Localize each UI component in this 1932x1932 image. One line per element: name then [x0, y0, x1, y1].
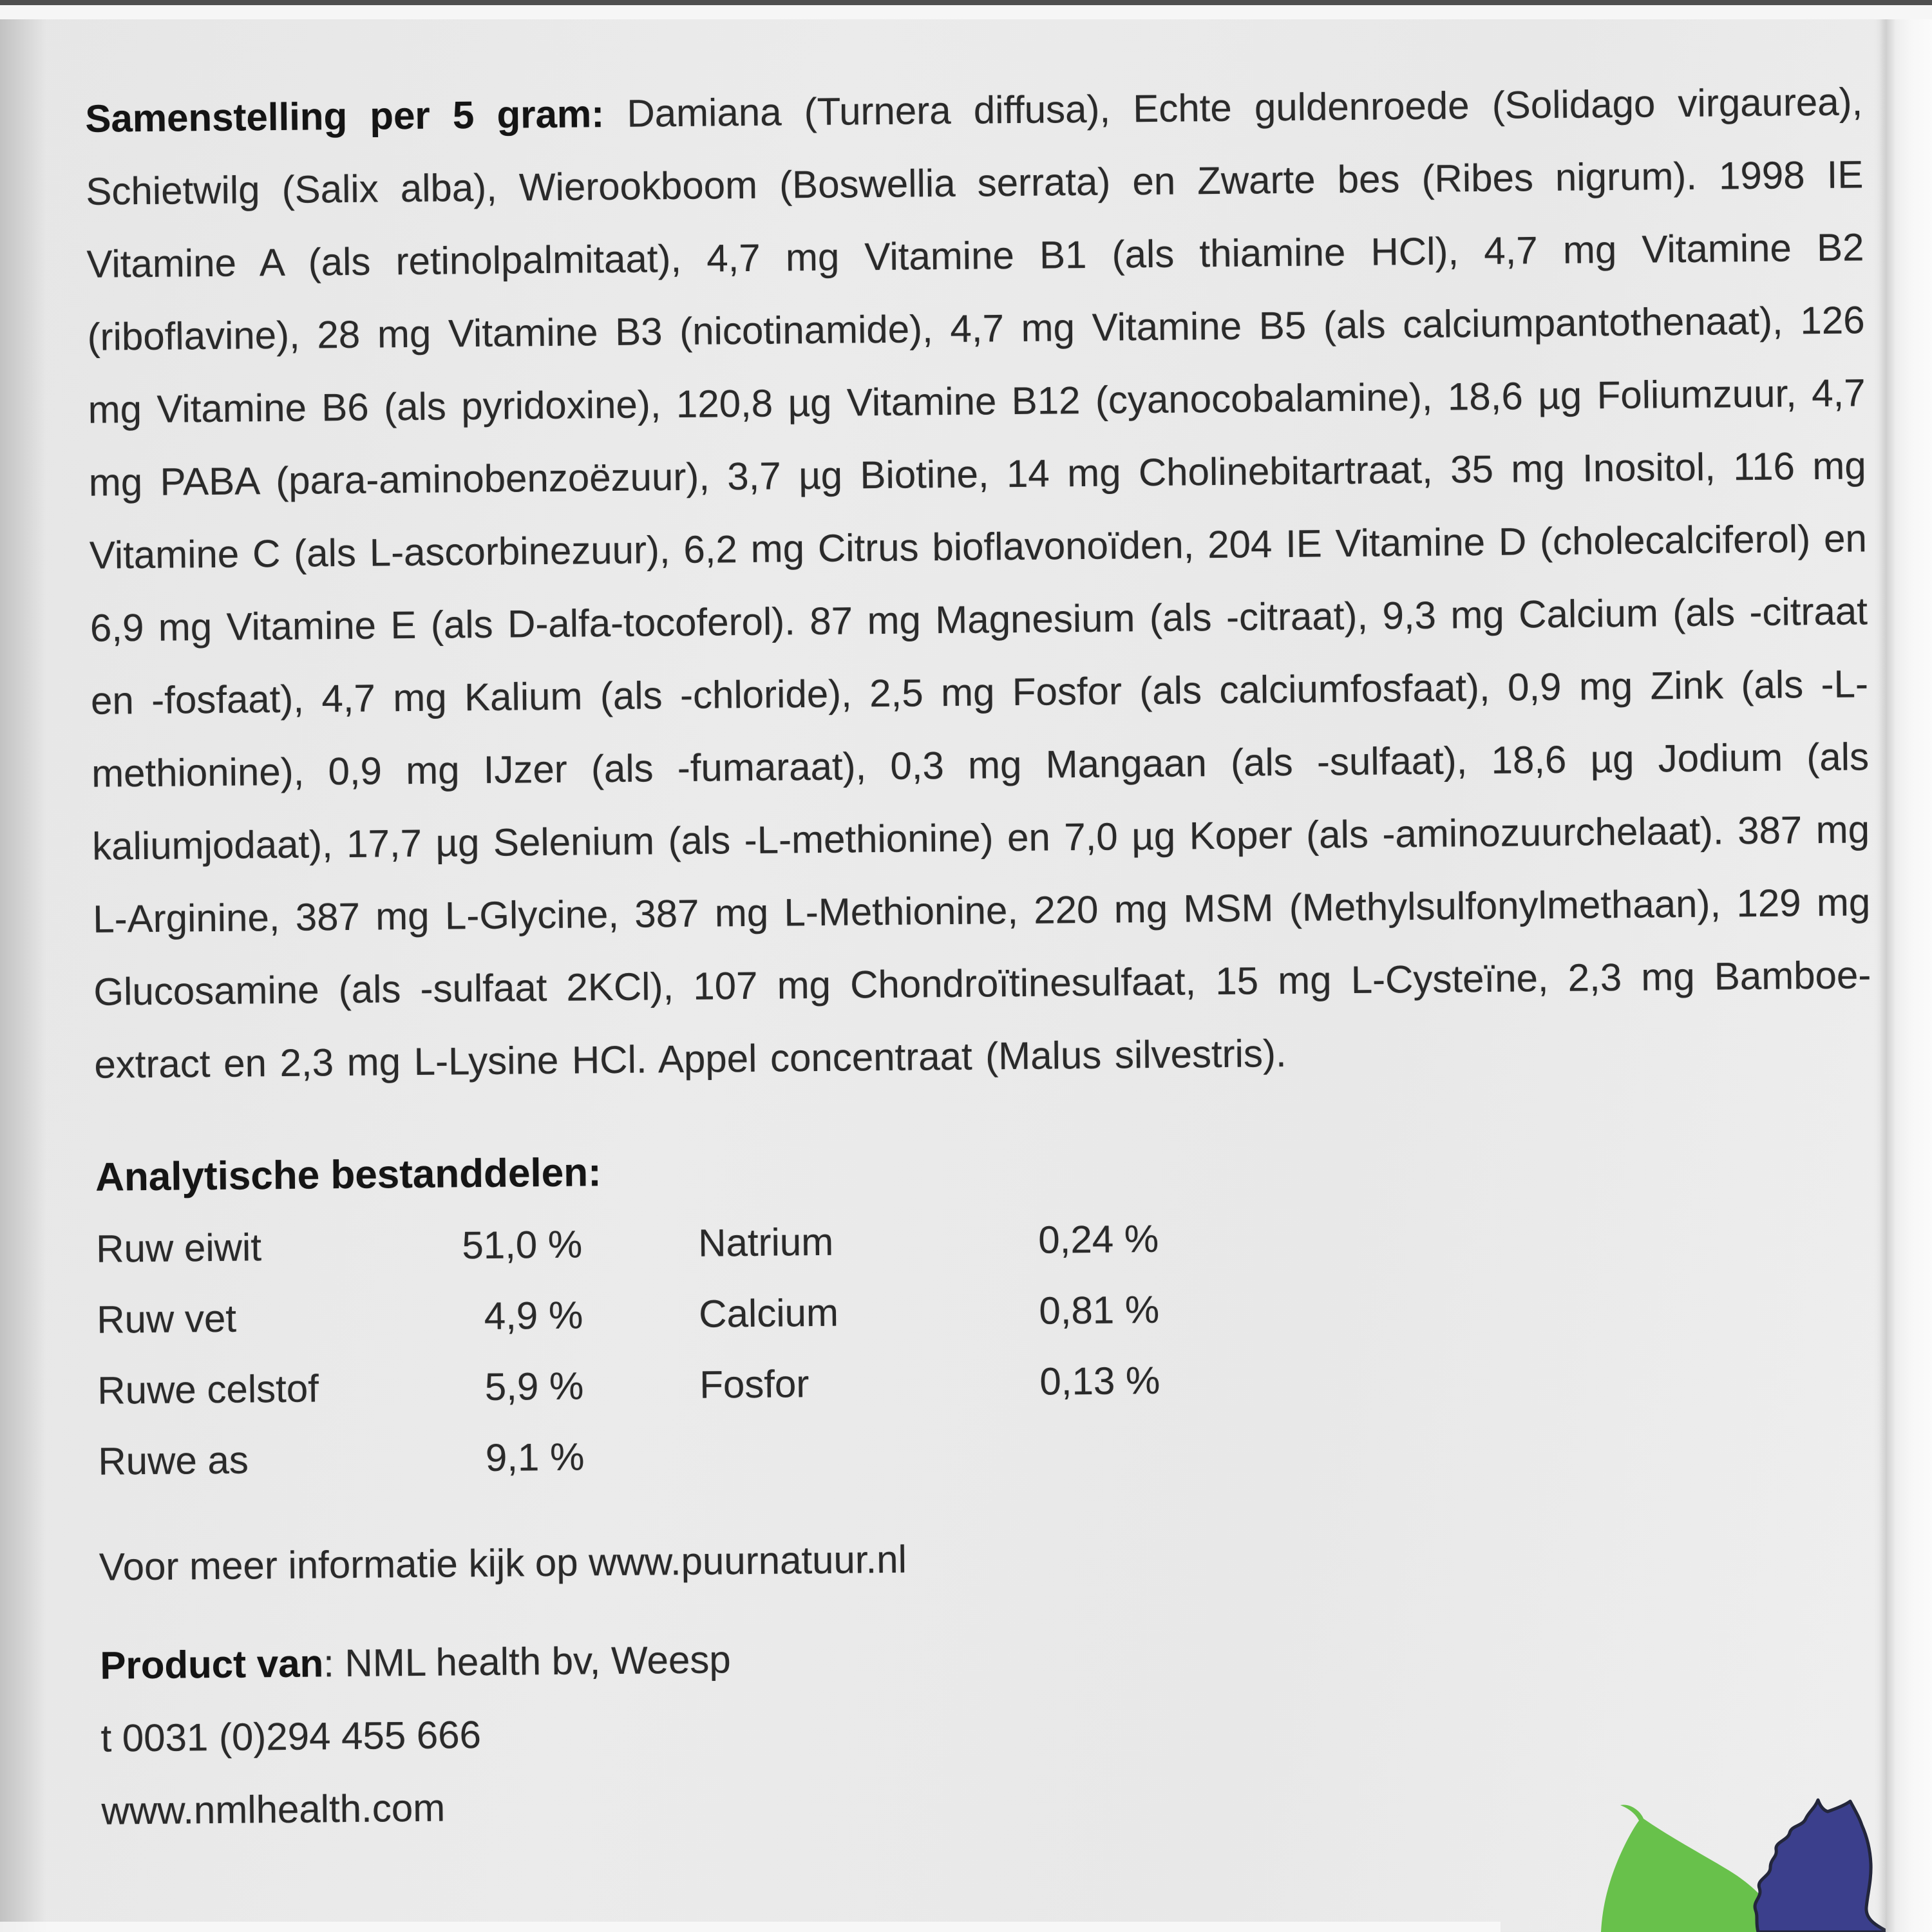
cat-logo-icon	[1755, 1800, 1889, 1932]
row-value: 9,1 %	[485, 1435, 585, 1479]
website-line: www.nmlhealth.com	[101, 1786, 446, 1833]
row-value: 5,9 %	[484, 1364, 584, 1408]
column-gap	[583, 1279, 699, 1351]
row-value: 4,9 %	[484, 1293, 583, 1338]
column-gap	[582, 1208, 699, 1280]
row-label: Calcium	[698, 1291, 839, 1336]
row-value: 0,81 %	[1039, 1287, 1160, 1332]
row-label: Fosfor	[699, 1362, 810, 1406]
analytical-heading: Analytische bestanddelen:	[95, 1150, 601, 1200]
row-value: 51,0 %	[462, 1222, 583, 1267]
row-label: Ruw eiwit	[95, 1226, 262, 1271]
phone-line: t 0031 (0)294 455 666	[100, 1713, 482, 1760]
column-gap	[584, 1421, 701, 1493]
brand-logo	[1546, 1790, 1932, 1932]
row-value: 0,24 %	[1038, 1217, 1159, 1262]
label-right-edge	[1886, 0, 1932, 1932]
photo-top-edge	[0, 0, 1932, 5]
label-bottom-edge	[0, 1922, 1501, 1932]
row-value	[977, 1416, 1161, 1489]
row-value: 0,13 %	[1039, 1358, 1160, 1403]
more-info-line: Voor meer informatie kijk op www.puurnatuur.nl	[99, 1537, 907, 1589]
row-label: Natrium	[697, 1220, 834, 1265]
composition-heading: Samenstelling per 5 gram:	[85, 92, 605, 140]
row-label: Ruwe celstof	[97, 1367, 319, 1412]
analytical-table	[96, 1197, 1876, 1497]
row-label: Ruwe as	[98, 1438, 249, 1483]
row-label	[700, 1418, 978, 1492]
producer-label: Product van	[100, 1642, 324, 1687]
composition-paragraph	[85, 65, 1872, 1101]
column-gap	[583, 1350, 700, 1422]
composition-text: Damiana (Turnera diffusa), Echte guldenroede (Solidago virgaurea), Schietwilg (Salix alba), Wierookboom (Boswellia serrata) en Zwarte bes (Ribes nigrum). 1998 IE Vitamine A (als retinolpalmitaat), 4,7 mg Vitamine B1 (als thiamine HCl), 4,7 mg Vitamine B2 (riboflavine), 28 mg Vitamine B3 (nicotinamide), 4,7 mg Vitamine B5 (als calciumpantothenaat), 126 mg Vitamine B6 (als pyridoxine), 120,8 µg Vitamine B12 (cyanocobalamine), 18,6 µg Foliumzuur, 4,7 mg PABA (para-aminobenzoëzuur), 3,7 µg Biotine, 14 mg Cholinebitartraat, 35 mg Inositol, 116 mg Vitamine C (als L-ascorbinezuur), 6,2 mg Citrus bioflavonoïden, 204 IE Vitamine D (cholecalciferol) en 6,9 mg Vitamine E (als D-alfa-tocoferol). 87 mg Magnesium (als -citraat), 9,3 mg Calcium (als -citraat en -fosfaat), 4,7 mg Kalium (als -chloride), 2,5 mg Fosfor (als calciumfosfaat), 0,9 mg Zink (als -L-methionine), 0,9 mg IJzer (als -fumaraat), 0,3 mg Mangaan (als -sulfaat), 18,6 µg Jodium (als kaliumjodaat), 17,7 µg Selenium (als -L-methionine) en 7,0 µg Koper (als -aminozuurchelaat). 387 mg L-Arginine, 387 mg L-Glycine, 387 mg L-Methionine, 220 mg MSM (Methylsulfonylmethaan), 129 mg Glucosamine (als -sulfaat 2KCl), 107 mg Chondroïtinesulfaat, 15 mg L-Cysteïne, 2,3 mg Bamboe-extract en 2,3 mg L-Lysine HCl. Appel concentraat (Malus silvestris).	[86, 80, 1871, 1086]
producer-name: : NML health bv, Weesp	[323, 1638, 731, 1685]
row-label: Ruw vet	[96, 1296, 237, 1341]
photo-top-highlight	[0, 5, 1932, 19]
